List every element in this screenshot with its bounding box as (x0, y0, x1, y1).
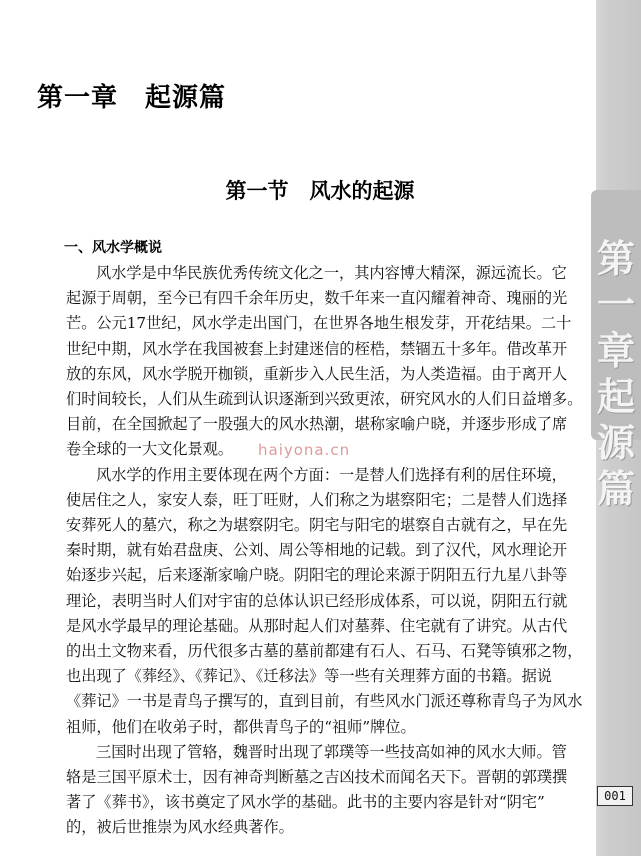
text-line: 辂是三国平原术士，因有神奇判断墓之吉凶技术而闻名天下。晋朝的郭璞撰 (66, 768, 568, 787)
text-line: 卷全球的一大文化景观。 (66, 440, 234, 459)
text-line: 祖师，他们在收弟子时，都供青鸟子的“祖师”牌位。 (66, 717, 416, 736)
text-line: 起源于周朝，至今已有四千余年历史，数千年来一直闪耀着神奇、瑰丽的光 (66, 289, 568, 308)
text-line: 们时间较长，人们从生疏到认识逐渐到兴致更浓，研究风水的人们日益增多。 (66, 390, 583, 409)
watermark: haiyona.cn (258, 441, 351, 459)
paragraph (66, 740, 580, 841)
section-title: 第一节 风水的起源 (225, 178, 415, 203)
side-tab-char: 第 (596, 237, 635, 281)
side-tab-char: 章 (596, 329, 635, 373)
text-line: 三国时出现了管辂，魏晋时出现了郭璞等一些技高如神的风水大师。管 (96, 742, 567, 761)
text-line: 理论，表明当时人们对宇宙的总体认识已经形成体系，可以说，阴阳五行就 (66, 591, 568, 610)
paragraph (66, 463, 583, 740)
side-tab-char: 起 (596, 375, 635, 419)
text-line: 的出土文物来看，历代很多古墓的墓前都建有石人、石马、石凳等镇邪之物， (66, 642, 583, 661)
text-line: 《葬记》一书是青鸟子撰写的，直到目前，有些风水门派还尊称青鸟子为风水 (66, 692, 583, 711)
text-line: 是风水学最早的理论基础。从那时起人们对墓葬、住宅就有了讲究。从古代 (66, 616, 568, 635)
chapter-side-tab (591, 190, 641, 511)
paragraph (66, 261, 583, 463)
page-number: 001 (597, 786, 633, 806)
text-line: 安葬死人的墓穴，称之为堪察阴宅。阴宅与阳宅的堪察自古就有之，早在先 (66, 516, 568, 535)
text-line: 始逐步兴起，后来逐渐家喻户晓。阴阳宅的理论来源于阴阳五行九星八卦等 (66, 566, 568, 585)
body-text (66, 261, 583, 841)
text-line: 的，被后世推崇为风水经典著作。 (66, 818, 294, 837)
chapter-title: 第一章 起源篇 (37, 83, 227, 113)
subsection-heading: 一、风水学概说 (64, 240, 162, 256)
side-tab-char: 源 (596, 421, 635, 465)
text-line: 风水学的作用主要体现在两个方面：一是替人们选择有利的居住环境， (96, 465, 567, 484)
text-line: 目前，在全国掀起了一股强大的风水热潮，堪称家喻户晓，并逐步形成了席 (66, 415, 568, 434)
text-line: 风水学是中华民族优秀传统文化之一，其内容博大精深，源远流长。它 (96, 264, 567, 282)
side-tab-char: 篇 (596, 467, 635, 511)
chapter-side-tab-text (591, 236, 641, 512)
text-line: 也出现了《葬经》、《葬记》、《迁移法》等一些有关理葬方面的书籍。据说 (66, 667, 552, 686)
text-line: 放的东风，风水学脱开枷锁，重新步入人民生活，为人类造福。由于离开人 (66, 364, 568, 383)
text-line: 秦时期，就有始君盘庚、公刘、周公等相地的记载。到了汉代，风水理论开 (66, 541, 568, 560)
side-tab-char: 一 (596, 283, 635, 327)
text-line: 著了《葬书》，该书奠定了风水学的基础。此书的主要内容是针对“阴宅” (66, 793, 545, 812)
text-line: 世纪中期，风水学在我国被套上封建迷信的桎梏，禁锢五十多年。借改革开 (66, 339, 568, 358)
text-line: 芒。公元17世纪，风水学走出国门，在世界各地生根发芽，开花结果。二十 (66, 314, 572, 333)
text-line: 使居住之人，家安人泰，旺丁旺财，人们称之为堪察阳宅；二是替人们选择 (66, 490, 568, 509)
